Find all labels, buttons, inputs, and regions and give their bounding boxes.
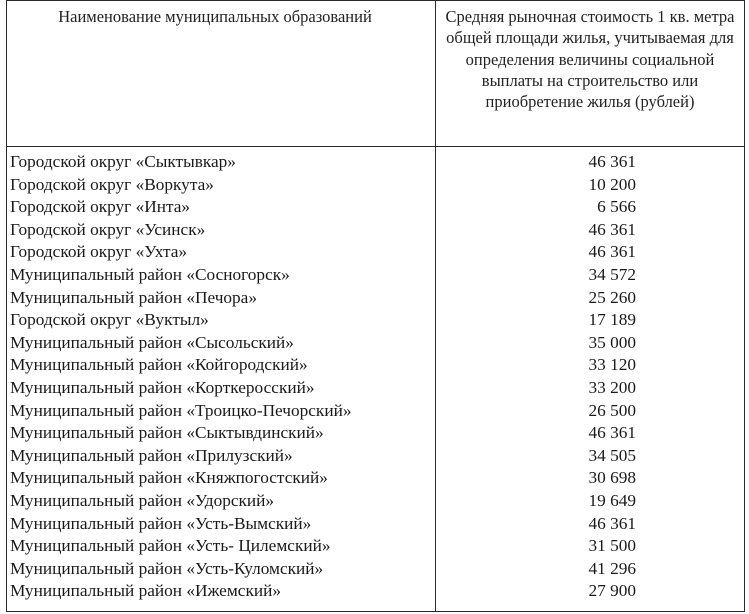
municipality-name: Городской округ «Сыктывкар» — [10, 152, 236, 171]
cost-value: 17 189 — [588, 310, 636, 330]
municipality-name: Муниципальный район «Удорский» — [10, 490, 275, 510]
municipality-name: Муниципальный район «Усть- Цилемский» — [10, 536, 331, 556]
municipality-name: Муниципальный район «Печора» — [10, 287, 257, 307]
municipality-name: Муниципальный район «Сысольский» — [10, 332, 294, 352]
municipality-name: Муниципальный район «Прилузский» — [10, 445, 293, 465]
cost-value: 35 000 — [588, 332, 636, 352]
cost-value: 46 361 — [588, 513, 636, 533]
municipality-name: Городской округ «Вуктыл» — [10, 310, 209, 330]
header-name-column: Наименование муниципальных образований — [7, 1, 436, 147]
municipality-list — [7, 147, 435, 603]
municipality-name: Муниципальный район «Сыктывдинский» — [10, 423, 324, 443]
cost-value: 25 260 — [588, 287, 636, 307]
municipality-name: Городской округ «Инта» — [10, 197, 191, 217]
municipality-name: Муниципальный район «Ижемский» — [10, 581, 281, 601]
values-cell — [436, 147, 745, 612]
cost-value: 46 361 — [588, 423, 636, 443]
body-row — [7, 147, 745, 612]
cost-value: 30 698 — [588, 468, 636, 488]
cost-value: 41 296 — [588, 558, 636, 578]
cost-value: 27 900 — [588, 581, 636, 601]
cost-value: 46 361 — [588, 219, 636, 239]
cost-value: 33 120 — [588, 355, 636, 375]
cost-value: 19 649 — [588, 490, 636, 510]
cost-table — [6, 0, 745, 612]
cost-value: 10 200 — [588, 174, 636, 194]
municipality-name: Муниципальный район «Сосногорск» — [10, 264, 290, 284]
cost-value: 6 566 — [597, 197, 636, 217]
municipality-name: Муниципальный район «Корткеросский» — [10, 377, 315, 397]
cost-list — [436, 147, 744, 603]
cost-value: 34 505 — [588, 445, 636, 465]
cost-value: 34 572 — [588, 264, 636, 284]
header-value-column: Средняя рыночная стоимость 1 кв. метра общей площади жилья, учитываемая для определения величины социальной выплаты на строительство или приобретение жилья (рублей) — [436, 1, 745, 147]
names-cell — [7, 147, 436, 612]
municipality-name: Муниципальный район «Княжпогостский» — [10, 468, 328, 488]
cost-value: 33 200 — [588, 377, 636, 397]
municipality-name: Муниципальный район «Троицко-Печорский» — [10, 400, 352, 420]
cost-value: 31 500 — [588, 536, 636, 556]
cost-value: 46 361 — [588, 152, 636, 171]
header-row — [7, 1, 745, 147]
cost-value: 46 361 — [588, 242, 636, 262]
municipality-name: Муниципальный район «Усть-Вымский» — [10, 513, 312, 533]
municipality-name: Муниципальный район «Койгородский» — [10, 355, 308, 375]
municipality-name: Городской округ «Воркута» — [10, 174, 214, 194]
municipality-name: Муниципальный район «Усть-Куломский» — [10, 558, 324, 578]
cost-value: 26 500 — [588, 400, 636, 420]
municipality-name: Городской округ «Усинск» — [10, 219, 206, 239]
municipality-name: Городской округ «Ухта» — [10, 242, 188, 262]
